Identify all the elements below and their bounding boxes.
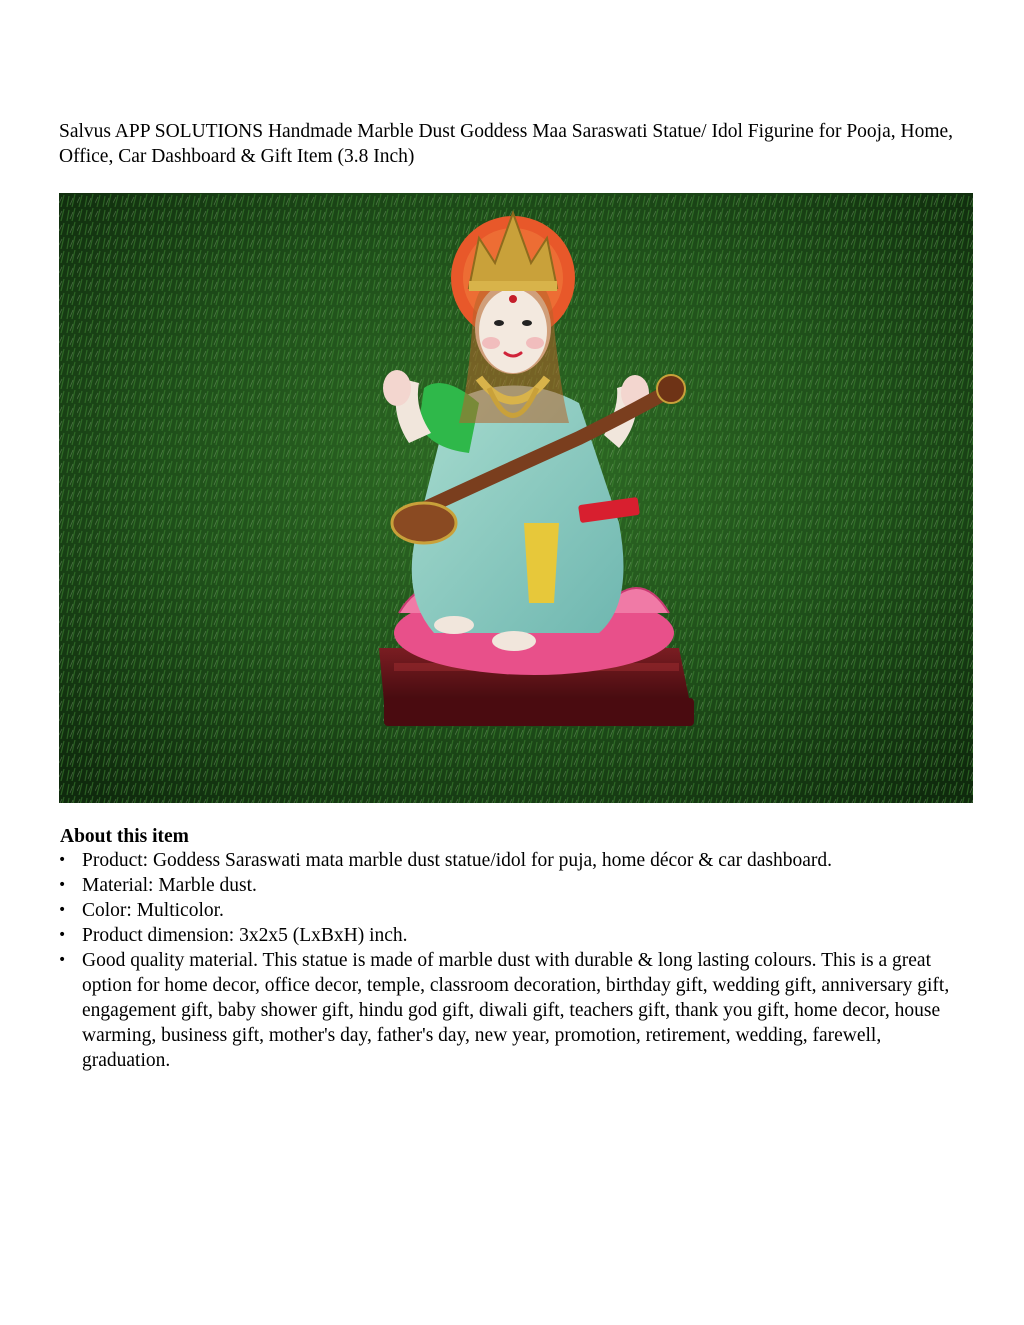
list-item: • Product dimension: 3x2x5 (LxBxH) inch. (82, 923, 972, 948)
product-photo (59, 193, 973, 803)
about-list (82, 848, 972, 1073)
product-title: Salvus APP SOLUTIONS Handmade Marble Dust Goddess Maa Saraswati Statue/ Idol Figurine for Pooja, Home, Office, Car Dashboard & Gift Item (3.8 Inch) (59, 121, 954, 167)
list-item: • Material: Marble dust. (82, 873, 972, 898)
list-item: • Product: Goddess Saraswati mata marble dust statue/idol for puja, home décor & car dashboard. (82, 848, 972, 873)
about-heading: About this item (60, 826, 189, 847)
saraswati-statue-icon (59, 193, 973, 803)
list-item: • Good quality material. This statue is made of marble dust with durable & long lasting colours. This is a great option for home decor, office decor, temple, classroom decoration, birthday gift, wedding gift, anniversary gift, engagement gift, baby shower gift, hindu god gift, diwali gift, teachers gift, thank you gift, home decor, house warming, business gift, mother's day, father's day, new year, promotion, retirement, wedding, farewell, graduation. (82, 948, 972, 1073)
list-item: • Color: Multicolor. (82, 898, 972, 923)
